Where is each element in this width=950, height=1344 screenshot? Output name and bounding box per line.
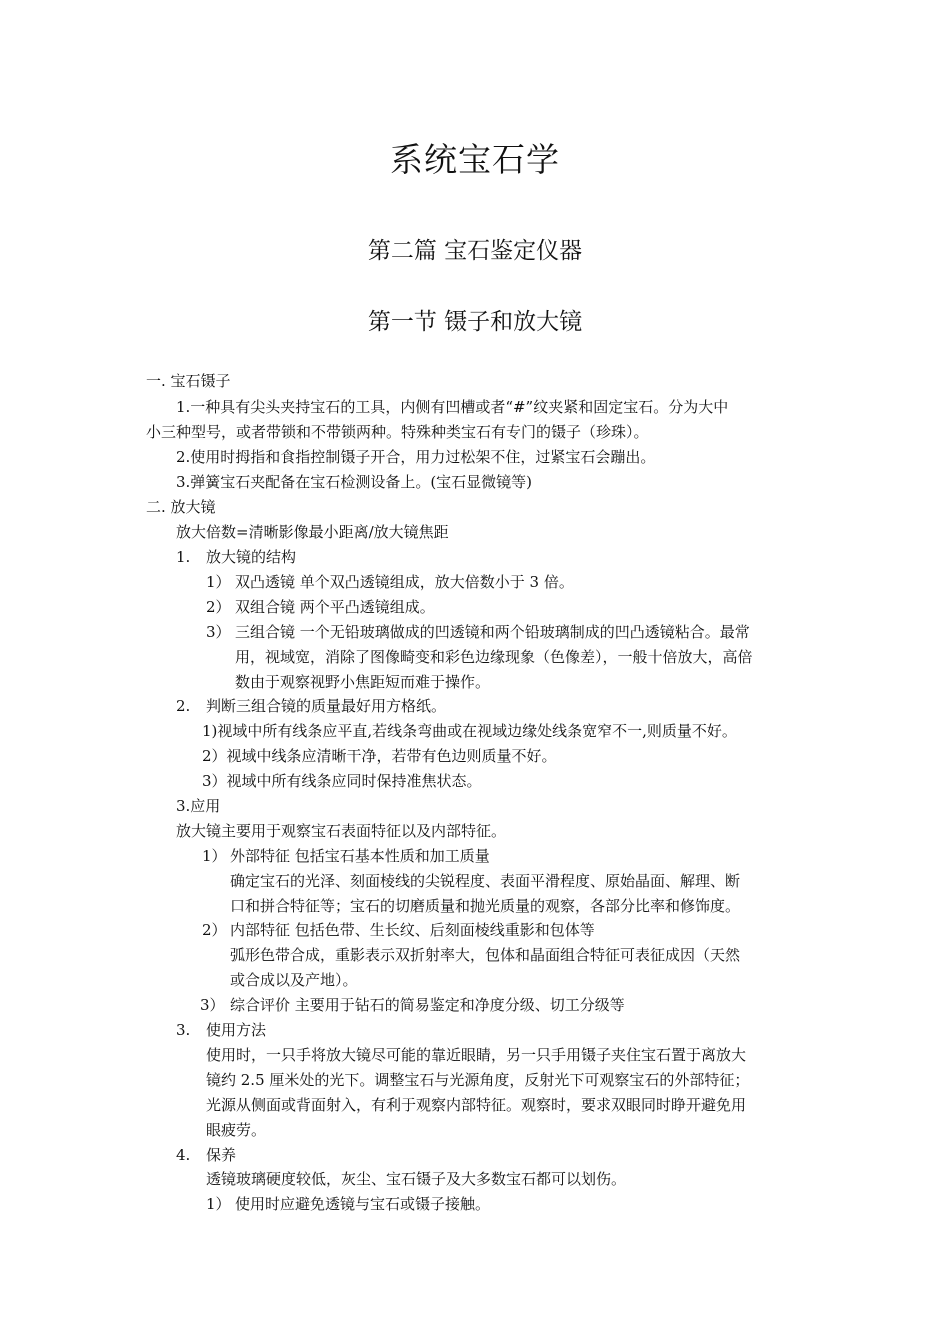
paragraph-line: 放大镜主要用于观察宝石表面特征以及内部特征。 xyxy=(176,822,507,840)
sublist-number: 1） xyxy=(206,573,231,591)
paragraph-line: 透镜玻璃硬度较低，灰尘、宝石镊子及大多数宝石都可以划伤。 xyxy=(206,1170,627,1188)
sublist-item: 3）视域中所有线条应同时保持准焦状态。 xyxy=(202,772,482,790)
list-item-heading: 3.应用 xyxy=(176,797,221,815)
list-item-heading: 放大镜的结构 xyxy=(206,548,297,566)
sublist-item-cont: 或合成以及产地）。 xyxy=(230,971,358,989)
sublist-item: 外部特征 包括宝石基本性质和加工质量 xyxy=(230,847,490,865)
section-heading-magnifier: 二. 放大镜 xyxy=(146,498,216,516)
list-item-number: 4. xyxy=(176,1146,191,1164)
formula-text: 放大倍数=清晰影像最小距离/放大镜焦距 xyxy=(176,523,449,541)
sublist-item-cont: 用，视域宽，消除了图像畸变和彩色边缘现象（色像差），一般十倍放大，高倍 xyxy=(235,648,753,666)
paragraph-line: 镜约 2.5 厘米处的光下。调整宝石与光源角度，反射光下可观察宝石的外部特征； xyxy=(206,1071,750,1089)
sublist-item-cont: 口和拼合特征等；宝石的切磨质量和抛光质量的观察，各部分比率和修饰度。 xyxy=(230,897,741,915)
list-item-number: 3. xyxy=(176,1021,191,1039)
sublist-item: 双组合镜 两个平凸透镜组成。 xyxy=(235,598,435,616)
paragraph-line: 使用时，一只手将放大镜尽可能的靠近眼睛，另一只手用镊子夹住宝石置于离放大 xyxy=(206,1046,747,1064)
list-item-number: 1. xyxy=(176,548,191,566)
sublist-item: 2）视域中线条应清晰干净，若带有色边则质量不好。 xyxy=(202,747,557,765)
sublist-number: 3） xyxy=(206,623,231,641)
paragraph-line: 小三种型号，或者带锁和不带锁两种。特殊种类宝石有专门的镊子（珍珠）。 xyxy=(146,423,649,441)
paragraph-line: 2.使用时拇指和食指控制镊子开合，用力过松架不住，过紧宝石会蹦出。 xyxy=(176,448,656,466)
sublist-item-cont: 确定宝石的光泽、刻面棱线的尖锐程度、表面平滑程度、原始晶面、解理、断 xyxy=(230,872,741,890)
sublist-item: 内部特征 包括色带、生长纹、后刻面棱线重影和包体等 xyxy=(230,921,595,939)
list-item-number: 2. xyxy=(176,697,191,715)
sublist-number: 1） xyxy=(202,847,227,865)
sublist-item: 综合评价 主要用于钻石的简易鉴定和净度分级、切工分级等 xyxy=(230,996,625,1014)
sublist-number: 2） xyxy=(206,598,231,616)
sublist-number: 2） xyxy=(202,921,227,939)
sublist-number: 3） xyxy=(200,996,225,1014)
sublist-item: 双凸透镜 单个双凸透镜组成，放大倍数小于 3 倍。 xyxy=(235,573,574,591)
section-heading-tweezers: 一. 宝石镊子 xyxy=(146,372,231,390)
paragraph-line: 光源从侧面或背面射入，有利于观察内部特征。观察时，要求双眼同时睁开避免用 xyxy=(206,1096,747,1114)
list-item-heading: 使用方法 xyxy=(206,1021,267,1039)
sublist-item: 使用时应避免透镜与宝石或镊子接触。 xyxy=(235,1195,491,1213)
document-title: 系统宝石学 xyxy=(390,140,560,179)
paragraph-line: 1.一种具有尖头夹持宝石的工具，内侧有凹槽或者“#”纹夹紧和固定宝石。分为大中 xyxy=(176,398,729,416)
sublist-item-cont: 数由于观察视野小焦距短而难于操作。 xyxy=(235,673,491,691)
part-title: 第二篇 宝石鉴定仪器 xyxy=(367,238,583,264)
sublist-item-cont: 弧形色带合成，重影表示双折射率大，包体和晶面组合特征可表征成因（天然 xyxy=(230,946,741,964)
paragraph-line: 眼疲劳。 xyxy=(206,1121,267,1139)
paragraph-line: 3.弹簧宝石夹配备在宝石检测设备上。(宝石显微镜等) xyxy=(176,473,533,491)
sublist-number: 1） xyxy=(206,1195,231,1213)
sublist-item: 三组合镜 一个无铅玻璃做成的凹透镜和两个铅玻璃制成的凹凸透镜粘合。最常 xyxy=(235,623,750,641)
list-item-heading: 判断三组合镜的质量最好用方格纸。 xyxy=(206,697,447,715)
section-title: 第一节 镊子和放大镜 xyxy=(367,309,583,335)
sublist-item: 1)视域中所有线条应平直,若线条弯曲或在视域边缘处线条宽窄不一,则质量不好。 xyxy=(202,722,737,740)
list-item-heading: 保养 xyxy=(206,1146,237,1164)
